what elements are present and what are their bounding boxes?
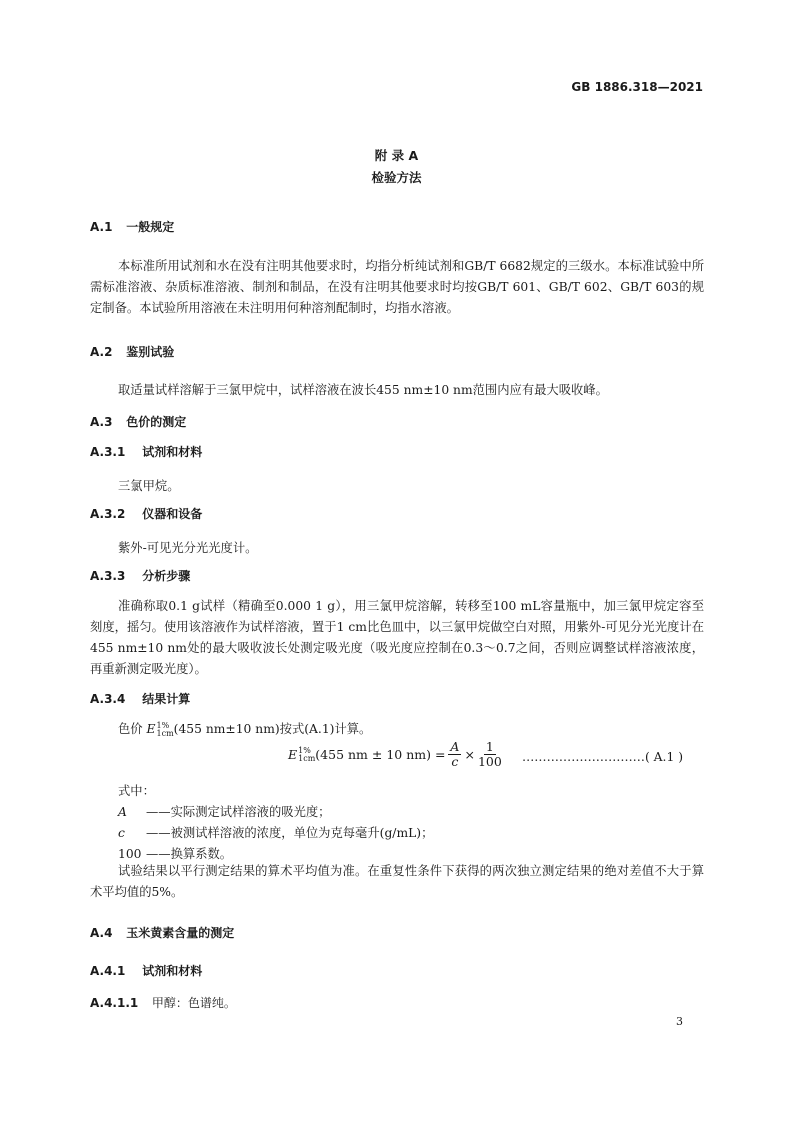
var-row-100 <box>118 844 232 862</box>
symbol-e: E <box>146 722 156 736</box>
fraction-1-over-100 <box>478 740 502 769</box>
var-symbol: 100 <box>118 847 142 861</box>
numerator-1: 1 <box>485 739 494 754</box>
section-title: 分析步骤 <box>142 569 191 583</box>
equation-number: …………………………( A.1 ) <box>522 750 683 764</box>
appendix-subtitle: 检验方法 <box>371 170 422 185</box>
section-a2-heading <box>90 343 174 360</box>
symbol-sup: 1% <box>156 720 170 730</box>
section-number: A.1 <box>90 220 113 234</box>
section-number: A.3.2 <box>90 507 126 521</box>
section-title: 鉴别试验 <box>126 345 175 359</box>
fraction-a-over-c <box>448 740 461 769</box>
denominator-c: c <box>451 754 459 769</box>
var-desc: ——换算系数。 <box>146 847 233 861</box>
section-a34-heading <box>90 690 190 707</box>
intro-suffix: (455 nm±10 nm)按式(A.1)计算。 <box>173 722 372 736</box>
section-a31-text: 三氯甲烷。 <box>118 479 180 493</box>
times-sign: × <box>464 747 475 762</box>
var-symbol: c <box>118 826 125 840</box>
symbol-sub: 1cm <box>156 728 174 738</box>
standard-code: GB 1886.318—2021 <box>571 80 703 94</box>
section-number: A.2 <box>90 345 113 359</box>
section-title: 甲醇：色谱纯。 <box>151 996 236 1010</box>
section-a2-text: 取适量试样溶解于三氯甲烷中，试样溶液在波长455 nm±10 nm范围内应有最大吸收峰。 <box>118 383 608 397</box>
formula-scripts <box>298 747 315 763</box>
section-a411-heading <box>90 994 236 1011</box>
section-a32-heading <box>90 505 202 522</box>
section-a1-heading <box>90 218 174 235</box>
numerator-a: A <box>450 739 460 754</box>
section-title: 试剂和材料 <box>142 445 203 459</box>
var-symbol: A <box>118 805 127 819</box>
appendix-title: 附 录 A <box>374 148 419 163</box>
formula-symbol-e: E <box>288 747 298 762</box>
var-desc: ——被测试样溶液的浓度，单位为克每毫升(g/mL)； <box>146 826 434 840</box>
var-desc: ——实际测定试样溶液的吸光度； <box>146 805 331 819</box>
section-title: 色价的测定 <box>126 415 187 429</box>
formula-sub: 1cm <box>298 753 316 763</box>
section-a4-heading <box>90 924 234 941</box>
section-a33-heading <box>90 567 190 584</box>
section-title: 仪器和设备 <box>142 507 203 521</box>
color-value-intro <box>118 719 371 738</box>
denominator-100: 100 <box>477 754 502 769</box>
formula-a1 <box>288 740 505 769</box>
section-number: A.3 <box>90 415 113 429</box>
section-number: A.4.1.1 <box>90 996 139 1010</box>
section-title: 结果计算 <box>142 692 191 706</box>
var-row-c <box>118 823 433 841</box>
section-number: A.3.1 <box>90 445 126 459</box>
section-a31-heading <box>90 443 202 460</box>
section-title: 试剂和材料 <box>142 964 203 978</box>
section-a32-text: 紫外-可见光分光光度计。 <box>118 541 258 555</box>
section-a41-heading <box>90 962 202 979</box>
where-label: 式中： <box>118 784 155 798</box>
formula-lhs: (455 nm ± 10 nm) = <box>315 747 446 762</box>
section-a33-text: 准确称取0.1 g试样（精确至0.000 1 g），用三氯甲烷溶解，转移至100 mL容量瓶中，加三氯甲烷定容至刻度，摇匀。使用该溶液作为试样溶液，置于1 cm比色皿中，以三氯甲烷做空白对照，用紫外-可见分光光度计在455 nm±10 nm处的最大吸收波长处测定吸光度（吸光度应控制在0.3～0.7之间，否则应调整试样溶液浓度，再重新测定吸光度）。 <box>90 599 704 676</box>
page-number: 3 <box>676 1015 683 1028</box>
intro-prefix: 色价 <box>118 722 147 736</box>
section-title: 玉米黄素含量的测定 <box>126 926 235 940</box>
symbol-scripts <box>157 722 174 738</box>
section-a3-heading <box>90 413 186 430</box>
section-title: 一般规定 <box>126 220 175 234</box>
section-number: A.4 <box>90 926 113 940</box>
result-statement: 试验结果以平行测定结果的算术平均值为准。在重复性条件下获得的两次独立测定结果的绝对差值不大于算术平均值的5%。 <box>90 864 704 899</box>
section-number: A.4.1 <box>90 964 126 978</box>
section-number: A.3.4 <box>90 692 126 706</box>
formula-sup: 1% <box>298 745 311 755</box>
section-a1-text: 本标准所用试剂和水在没有注明其他要求时，均指分析纯试剂和GB/T 6682规定的三级水。本标准试验中所需标准溶液、杂质标准溶液、制剂和制品，在没有注明其他要求时均按GB/T 601、GB/T 602、GB/T 603的规定制备。本试验所用溶液在未注明用何种溶剂配制时，均指水溶液。 <box>90 259 704 315</box>
section-number: A.3.3 <box>90 569 126 583</box>
var-row-a <box>118 802 330 820</box>
